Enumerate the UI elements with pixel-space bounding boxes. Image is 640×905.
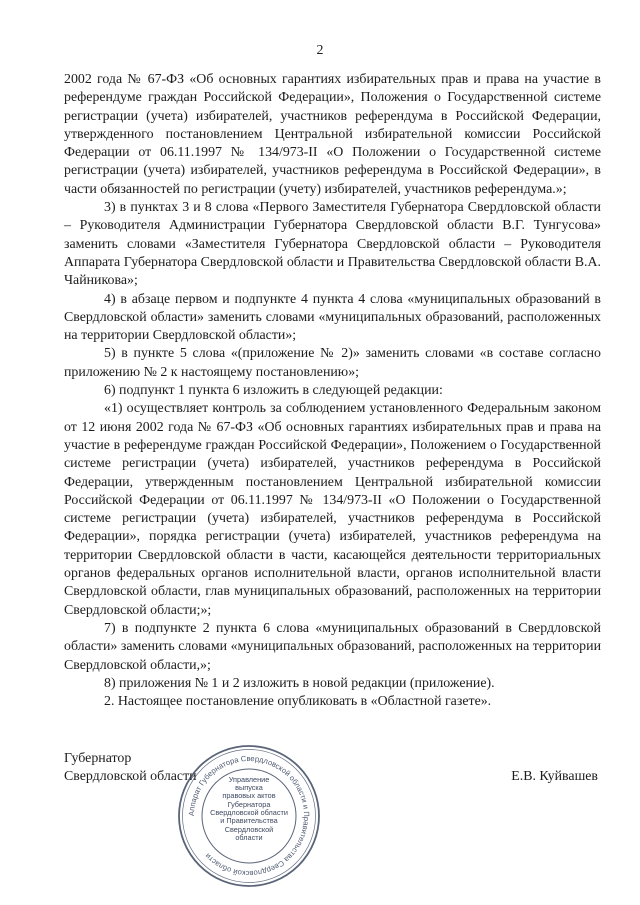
seal-center-line: Губернатора xyxy=(227,799,271,809)
signer-name: Е.В. Куйвашев xyxy=(511,769,598,784)
seal-center-line: Управление xyxy=(228,774,270,784)
page-number: 2 xyxy=(316,43,324,58)
seal-center-text xyxy=(203,763,295,855)
paragraph-quoted-subitem-1: «1) осуществляет контроль за соблюдением установленного Федеральным законом от 12 июня 2002 года № 67-ФЗ «Об основных гарантиях избирательных прав и права на участие в референдуме граждан Российской Федерации», Положением о Государственной системе регистрации (учета) избирателей, участников референдума в Российской Федерации, утвержденным постановлением Центральной избирательной комиссии Российской Федерации от 06.11.1997 № 134/973-II «О Положении о Государственной системе регистрации (учета) избирателей, участников референдума в Российской Федерации», порядка регистрации (учета) избирателей, участников референдума на территории Свердловской области в части, касающейся деятельности территориальных органов федеральных органов исполнительной власти, органов исполнительной власти Свердловской области, глав муниципальных образований, расположенных на территории Свердловской области;»; xyxy=(64,401,601,618)
paragraph-publication: 2. Настоящее постановление опубликовать в «Областной газете». xyxy=(104,694,492,710)
signature-block xyxy=(64,750,601,890)
signer-title-line-1: Губернатор xyxy=(64,751,132,766)
paragraph-item-8: 8) приложения № 1 и 2 изложить в новой редакции (приложение). xyxy=(104,675,495,691)
document-body xyxy=(64,71,601,711)
paragraph-item-7: 7) в подпункте 2 пункта 6 слова «муниципальных образований в Свердловской области» заменить словами «муниципальных образований, расположенных на территории Свердловской области,»; xyxy=(64,620,601,673)
seal-center-line: выпуска xyxy=(235,783,263,793)
seal-center-line: области xyxy=(235,832,263,842)
seal-ring-text: Аппарат Губернатора Свердловской области и Правительства Свердловской области xyxy=(186,753,312,879)
seal-center-line: и Правительства xyxy=(220,816,278,826)
paragraph-item-3: 3) в пунктах 3 и 8 слова «Первого Заместителя Губернатора Свердловской области – Руководителя Администрации Губернатора Свердловской области В.Г. Тунгусова» заменить словами «Заместителя Губернатора Свердловской области – Руководителя Аппарата Губернатора Свердловской области и Правительства Свердловской области В.А. Чайникова»; xyxy=(64,200,601,289)
seal-center-line: Свердловской xyxy=(224,824,274,834)
seal-center-line: Свердловской области xyxy=(210,808,288,817)
paragraph-item-4: 4) в абзаце первом и подпункте 4 пункта 4 слова «муниципальных образований в Свердловской области» заменить словами «муниципальных образований, расположенных на территории Свердловской области»; xyxy=(64,291,601,344)
official-seal xyxy=(176,743,322,889)
paragraph-item-6: 6) подпункт 1 пункта 6 изложить в следующей редакции: xyxy=(104,383,443,399)
seal-center-line: правовых актов xyxy=(222,791,276,801)
signer-title-line-2: Свердловской области xyxy=(64,769,197,785)
paragraph-item-5: 5) в пункте 5 слова «(приложение № 2)» заменить словами «в составе согласно приложению № 2 к настоящему постановлению»; xyxy=(64,346,601,380)
paragraph-continuation: 2002 года № 67-ФЗ «Об основных гарантиях избирательных прав и права на участие в референдуме граждан Российской Федерации», Положения о Государственной системе регистрации (учета) избирателей, участников референдума в Российской Федерации, утвержденного постановлением Центральной избирательной комиссии Российской Федерации от 06.11.1997 № 134/973-II «О Положении о Государственной системе регистрации (учета) избирателей, участников референдума в Российской Федерации», в части обязанностей по регистрации (учету) избирателей, участников референдума.»; xyxy=(64,72,601,197)
